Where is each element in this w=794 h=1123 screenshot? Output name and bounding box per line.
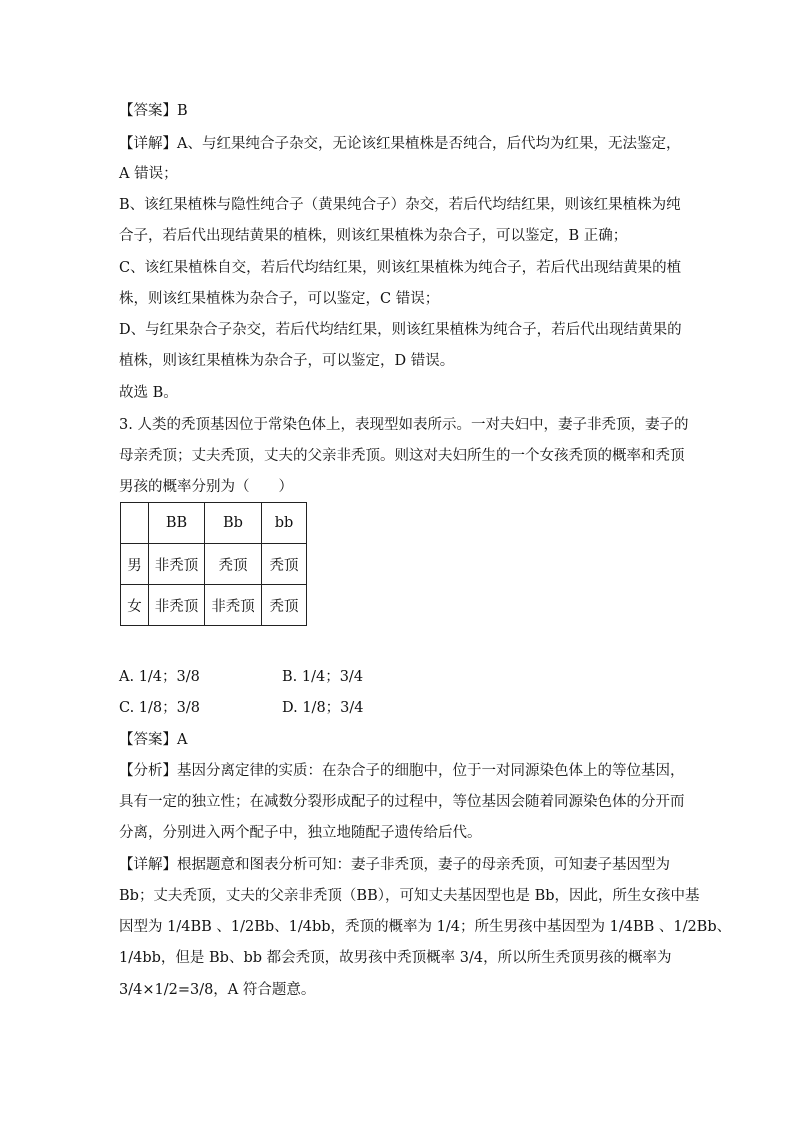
option-b: B. 1/4；3/4: [282, 669, 364, 685]
q3-detail-line: 1/4bb，但是 Bb、bb 都会秃顶，故男孩中秃顶概率 3/4，所以所生秃顶男孩的概率为: [119, 950, 672, 966]
table-header-cell: BB: [149, 503, 205, 544]
table-corner-cell: [121, 503, 149, 544]
table-cell: 非秃顶: [149, 544, 205, 585]
option-a: A. 1/4；3/8: [119, 669, 200, 685]
table-row-label: 男: [121, 544, 149, 585]
q3-analysis-line: 具有一定的独立性；在减数分裂形成配子的过程中，等位基因会随着同源染色体的分开而: [119, 794, 685, 810]
table-cell: 秃顶: [262, 585, 307, 626]
table-cell: 秃顶: [262, 544, 307, 585]
table-cell: 非秃顶: [149, 585, 205, 626]
q3-answer: 【答案】A: [119, 732, 188, 748]
q2-detail-line: 合子，若后代出现结黄果的植株，则该红果植株为杂合子，可以鉴定，B 正确；: [119, 228, 628, 244]
q3-detail-line: 3/4×1/2=3/8，A 符合题意。: [119, 982, 316, 998]
q2-detail-line: C、该红果植株自交，若后代均结红果，则该红果植株为纯合子，若后代出现结黄果的植: [119, 260, 682, 276]
q3-detail-line: 因型为 1/4BB 、1/2Bb、1/4bb，秃顶的概率为 1/4；所生男孩中基因型为 1/4BB 、1/2Bb、: [119, 919, 732, 935]
option-d: D. 1/8；3/4: [282, 700, 364, 716]
q2-detail-line: B、该红果植株与隐性纯合子（黄果纯合子）杂交，若后代均结红果，则该红果植株为纯: [119, 197, 681, 213]
q3-detail-line: Bb；丈夫秃顶，丈夫的父亲非秃顶（BB），可知丈夫基因型也是 Bb，因此，所生女孩中基: [119, 888, 700, 904]
q3-detail-line: 【详解】根据题意和图表分析可知：妻子非秃顶，妻子的母亲秃顶，可知妻子基因型为: [119, 857, 670, 873]
table-row: [121, 585, 307, 626]
table-row: [121, 544, 307, 585]
table-cell: 非秃顶: [205, 585, 262, 626]
q2-detail-line: A 错误；: [119, 166, 178, 182]
table-cell: 秃顶: [205, 544, 262, 585]
q2-detail-line: 【详解】A、与红果纯合子杂交，无论该红果植株是否纯合，后代均为红果，无法鉴定，: [119, 136, 681, 152]
q2-conclusion: 故选 B。: [119, 385, 178, 401]
table-row-label: 女: [121, 585, 149, 626]
q3-stem-line: 3. 人类的秃顶基因位于常染色体上，表现型如表所示。一对夫妇中，妻子非秃顶，妻子的: [119, 417, 689, 433]
q2-detail-line: D、与红果杂合子杂交，若后代均结红果，则该红果植株为纯合子，若后代出现结黄果的: [119, 322, 682, 338]
table-header-row: [121, 503, 307, 544]
q3-stem-line: 母亲秃顶；丈夫秃顶，丈夫的父亲非秃顶。则这对夫妇所生的一个女孩秃顶的概率和秃顶: [119, 448, 685, 464]
phenotype-table: [120, 502, 307, 626]
table-header-cell: bb: [262, 503, 307, 544]
table-header-cell: Bb: [205, 503, 262, 544]
q3-stem-line: 男孩的概率分别为（ ）: [119, 479, 293, 495]
option-c: C. 1/8；3/8: [119, 700, 200, 716]
q2-detail-line: 植株，则该红果植株为杂合子，可以鉴定，D 错误。: [119, 353, 455, 369]
q2-detail-line: 株，则该红果植株为杂合子，可以鉴定，C 错误；: [119, 291, 440, 307]
q3-analysis-line: 分离，分别进入两个配子中，独立地随配子遗传给后代。: [119, 825, 482, 841]
q2-answer: 【答案】B: [119, 103, 188, 119]
q3-analysis-line: 【分析】基因分离定律的实质：在杂合子的细胞中，位于一对同源染色体上的等位基因，: [119, 763, 685, 779]
